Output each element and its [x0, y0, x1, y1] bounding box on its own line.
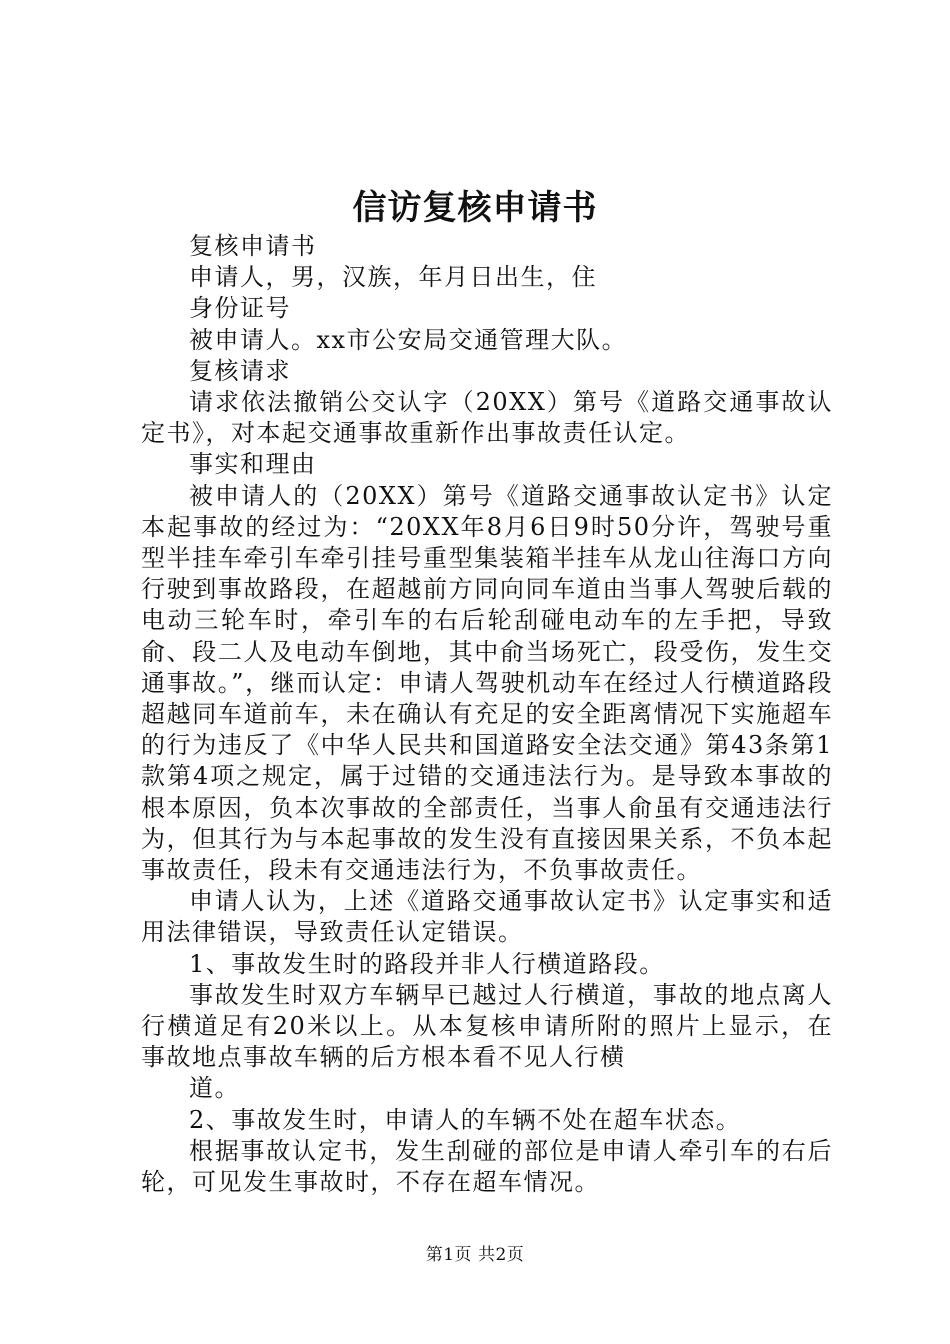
- paragraph-heading-facts: 事实和理由: [189, 450, 317, 479]
- document-body: [141, 231, 833, 1198]
- document-title: 信访复核申请书: [352, 188, 598, 228]
- paragraph-respondent: 被申请人。xx市公安局交通管理大队。: [189, 325, 628, 354]
- paragraph-point-2-detail: 根据事故认定书，发生刮碰的部位是申请人牵引车的右后轮，可见发生事故时，不存在超车情况。: [141, 1136, 833, 1197]
- page-footer: 第1页 共2页: [425, 1245, 525, 1265]
- paragraph-point-1: 1、事故发生时的路段并非人行横道路段。: [189, 949, 665, 978]
- paragraph-id-number: 身份证号: [189, 294, 291, 323]
- paragraph-point-2: 2、事故发生时，申请人的车辆不处在超车状态。: [189, 1105, 742, 1134]
- paragraph-opinion: 申请人认为，上述《道路交通事故认定书》认定事实和适用法律错误，导致责任认定错误。: [141, 887, 833, 947]
- paragraph-applicant: 申请人，男，汉族，年月日出生，住: [189, 263, 597, 292]
- paragraph-heading-application: 复核申请书: [189, 232, 317, 260]
- paragraph-point-1-end: 道。: [189, 1074, 240, 1103]
- paragraph-request: 请求依法撤销公交认字（20XX）第号《道路交通事故认定书》，对本起交通事故重新作出事故责任认定。: [141, 388, 833, 448]
- paragraph-heading-request: 复核请求: [189, 356, 291, 385]
- paragraph-facts: 被申请人的（20XX）第号《道路交通事故认定书》认定本起事故的经过为：“20XX年8月6日9时50分许，驾驶号重型半挂车牵引车牵引挂号重型集装箱半挂车从龙山往海口方向行驶到事故路段，在超越前方同向同车道由当事人驾驶后载的电动三轮车时，牵引车的右后轮刮碰电动车的左手把，导致俞、段二人及电动车倒地，其中俞当场死亡，段受伤，发生交通事故。”，继而认定：申请人驾驶机动车在经过人行横道路段超越同车道前车，未在确认有充足的安全距离情况下实施超车的行为违反了《中华人民共和国道路安全法交通》第43条第1款第4项之规定，属于过错的交通违法行为。是导致本事故的根本原因，负本次事故的全部责任，当事人俞虽有交通违法行为，但其行为与本起事故的发生没有直接因果关系，不负本起事故责任，段未有交通违法行为，不负事故责任。: [141, 481, 833, 885]
- paragraph-point-1-detail: 事故发生时双方车辆早已越过人行横道，事故的地点离人行横道足有20米以上。从本复核申请所附的照片上显示，在事故地点事故车辆的后方根本看不见人行横: [141, 980, 833, 1072]
